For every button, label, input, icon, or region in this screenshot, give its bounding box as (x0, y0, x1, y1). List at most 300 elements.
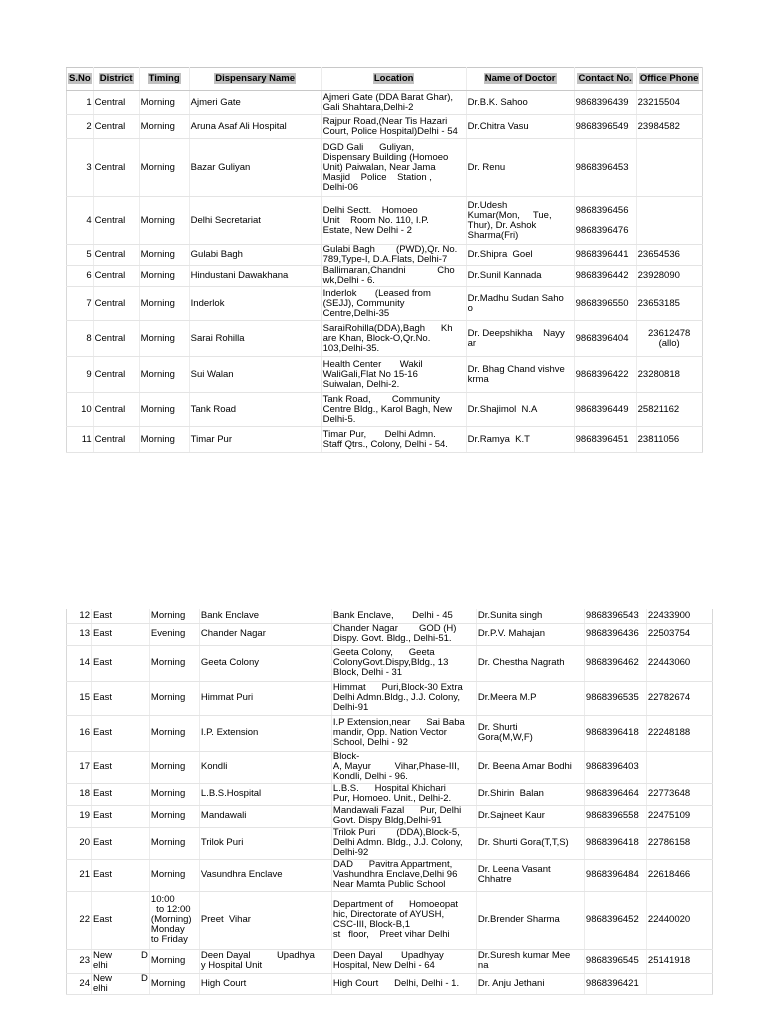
cell-location-line: Department of Homoeopat (332, 899, 459, 910)
cell-contact-line: 9868396418 (585, 837, 639, 848)
cell-sno (67, 623, 92, 645)
cell-district-line: Central (94, 368, 126, 380)
cell-district (93, 427, 139, 453)
cell-dispensary-name (199, 609, 331, 623)
table-row (67, 859, 713, 891)
cell-office-phone (636, 357, 702, 393)
cell-office-phone (646, 973, 712, 994)
cell-sno-line: 9 (86, 368, 92, 380)
cell-contact (584, 949, 646, 973)
cell-location-line: DGD Gali Guliyan, (322, 141, 414, 153)
cell-doctor (466, 197, 574, 245)
cell-sno (67, 891, 92, 949)
cell-district-line: Central (94, 332, 126, 344)
cell-district-line: East (93, 788, 113, 799)
cell-office-phone-line: 22443060 (647, 657, 691, 668)
cell-contact (574, 139, 636, 197)
cell-location-line: Hospital, New Delhi - 64 (332, 960, 435, 971)
cell-location-line: Masjid Police Station , (322, 171, 432, 183)
cell-timing-line: Morning (140, 214, 175, 226)
cell-office-phone-line: 25141918 (647, 955, 691, 966)
cell-location (321, 266, 466, 287)
cell-dispensary-name (189, 115, 321, 139)
table-row (67, 139, 703, 197)
cell-doctor-line: Dr. Beena Amar Bodhi (477, 761, 572, 772)
cell-sno-line: 24 (79, 977, 90, 989)
cell-district-line: Central (94, 297, 126, 309)
cell-sno (67, 357, 94, 393)
cell-timing-line: Morning (150, 761, 186, 772)
cell-district (93, 91, 139, 115)
cell-timing (139, 266, 189, 287)
cell-district-line: Central (94, 120, 126, 132)
cell-location (331, 645, 476, 681)
cell-doctor-line: Dr.B.K. Sahoo (467, 96, 528, 108)
cell-office-phone-line: 22503754 (647, 628, 691, 639)
cell-location-line: Block, Delhi - 31 (332, 667, 403, 678)
cell-district (93, 287, 139, 321)
cell-doctor (466, 115, 574, 139)
cell-location-line: Geeta Colony, Geeta (332, 647, 435, 658)
cell-dispensary-name (199, 859, 331, 891)
table-row (67, 645, 713, 681)
cell-timing (149, 609, 199, 623)
cell-district (93, 393, 139, 427)
cell-sno-line: 6 (86, 270, 92, 281)
cell-location-line: hic, Directorate of AYUSH, (332, 909, 445, 920)
cell-sno-line: 12 (79, 609, 90, 621)
cell-location (331, 609, 476, 623)
cell-timing (139, 245, 189, 266)
header-doctor: Name of Doctor (466, 68, 574, 91)
cell-location-line: Staff Qtrs., Colony, Delhi - 54. (322, 438, 448, 450)
cell-office-phone (646, 859, 712, 891)
cell-contact-line: 9868396418 (585, 727, 639, 738)
cell-district (92, 859, 150, 891)
cell-district-line: New D (93, 973, 148, 984)
cell-sno-line: 21 (79, 869, 90, 880)
cell-district-line: East (93, 761, 113, 772)
cell-sno-line: 8 (86, 332, 92, 344)
cell-doctor-line: Dr.Ramya K.T (467, 433, 530, 445)
cell-district-line: Central (94, 214, 126, 226)
cell-location (321, 245, 466, 266)
cell-location-line: Near Mamta Public School (332, 879, 446, 890)
cell-district (93, 197, 139, 245)
cell-office-phone (646, 949, 712, 973)
cell-office-phone (646, 623, 712, 645)
cell-contact-line: 9868396404 (575, 332, 629, 344)
cell-location (331, 891, 476, 949)
cell-sno-line: 3 (86, 161, 92, 173)
cell-doctor-line: Dr. Leena Vasant (477, 864, 551, 875)
cell-timing (149, 715, 199, 751)
cell-contact (574, 287, 636, 321)
cell-location-line: 789,Type-I, D.A.Flats, Delhi-7 (322, 254, 448, 265)
cell-doctor (466, 321, 574, 357)
cell-district-line: East (93, 914, 113, 925)
cell-district-line: elhi (93, 960, 108, 971)
cell-office-phone (646, 609, 712, 623)
cell-location-line: mandir, Opp. Nation Vector (332, 727, 447, 738)
cell-timing-line: Morning (140, 297, 175, 309)
cell-doctor-line: Dr. Chestha Nagrath (477, 657, 565, 668)
cell-location-line: Court, Police Hospital)Delhi - 54 (322, 125, 458, 137)
cell-doctor (466, 266, 574, 287)
cell-timing (149, 859, 199, 891)
cell-dispensary-name (189, 266, 321, 287)
cell-sno (67, 321, 94, 357)
dispensary-table-east (66, 609, 713, 995)
cell-contact (584, 859, 646, 891)
cell-doctor-line: Dr. Shurti Gora(T,T,S) (477, 837, 569, 848)
cell-office-phone-line: 22773648 (647, 788, 691, 799)
cell-location-line: Bank Enclave, Delhi - 45 (332, 609, 453, 621)
header-sno: S.No (67, 68, 94, 91)
cell-district-line: Central (94, 249, 126, 260)
cell-dispensary-name (189, 393, 321, 427)
cell-timing (139, 357, 189, 393)
cell-dispensary-name-line: Ajmeri Gate (190, 96, 241, 108)
cell-office-phone-line (638, 163, 701, 173)
dispensary-table-central (66, 67, 703, 453)
cell-office-phone-line: 25821162 (637, 403, 680, 415)
cell-location (331, 827, 476, 859)
cell-contact (584, 783, 646, 805)
cell-district (93, 245, 139, 266)
cell-location (321, 357, 466, 393)
cell-dispensary-name (189, 197, 321, 245)
cell-district-line: East (93, 657, 113, 668)
cell-location (321, 91, 466, 115)
cell-timing-line: Evening (150, 628, 186, 639)
cell-office-phone (646, 827, 712, 859)
cell-timing (149, 827, 199, 859)
cell-district (92, 949, 150, 973)
cell-dispensary-name-line: Sui Walan (190, 368, 234, 380)
cell-dispensary-name (199, 783, 331, 805)
cell-dispensary-name-line: Deen Dayal Upadhya (200, 950, 315, 961)
cell-district-line: East (93, 837, 113, 848)
cell-contact (584, 827, 646, 859)
cell-district-line: elhi (93, 982, 108, 994)
cell-district (92, 645, 150, 681)
cell-doctor (466, 245, 574, 266)
cell-timing-line: Morning (150, 837, 186, 848)
cell-doctor-line: Dr.Shajimol N.A (467, 403, 538, 415)
cell-dispensary-name-line: Timar Pur (190, 433, 232, 445)
cell-sno-line: 11 (81, 433, 92, 445)
cell-dispensary-name (199, 891, 331, 949)
cell-sno-line: 15 (79, 692, 90, 703)
cell-doctor-line: Dr. Shurti (477, 722, 518, 733)
cell-timing (139, 321, 189, 357)
table-row (67, 197, 703, 245)
cell-contact (584, 715, 646, 751)
cell-doctor (476, 645, 584, 681)
cell-sno (67, 287, 94, 321)
cell-office-phone-line (638, 216, 701, 226)
cell-dispensary-name (189, 321, 321, 357)
cell-dispensary-name (199, 973, 331, 994)
cell-timing-line: Morning (150, 788, 186, 799)
cell-dispensary-name (199, 681, 331, 715)
cell-contact-line: 9868396543 (585, 609, 639, 621)
cell-sno-line: 22 (79, 914, 90, 925)
cell-timing-line: Morning (140, 249, 175, 260)
table-row (67, 245, 703, 266)
cell-sno-line: 19 (79, 810, 90, 821)
cell-timing-line: Morning (150, 692, 186, 703)
cell-district-line: New D (93, 950, 148, 961)
cell-location-line: Delhi Sectt. Homoeo (322, 204, 418, 216)
cell-location (321, 321, 466, 357)
table-row (67, 287, 703, 321)
cell-district-line: East (93, 727, 113, 738)
cell-dispensary-name (199, 827, 331, 859)
cell-location-line: ColonyGovt.Dispy,Bldg., 13 (332, 657, 449, 668)
cell-contact-line: 9868396451 (575, 433, 629, 445)
cell-district (92, 623, 150, 645)
cell-location-line: Delhi-92 (332, 847, 369, 858)
cell-sno-line: 4 (86, 214, 92, 226)
cell-location (321, 115, 466, 139)
cell-sno-line: 7 (86, 297, 92, 309)
cell-doctor-line: Thur), Dr. Ashok (467, 219, 537, 231)
cell-location-line: Ballimaran,Chandni Cho (322, 265, 455, 276)
cell-office-phone (636, 393, 702, 427)
cell-doctor-line: krma (467, 373, 489, 385)
cell-sno-line: 5 (86, 249, 92, 260)
cell-dispensary-name (189, 287, 321, 321)
cell-office-phone (646, 783, 712, 805)
cell-doctor-line: Dr.Sunil Kannada (467, 270, 542, 281)
cell-contact-line: 9868396421 (585, 977, 639, 989)
cell-timing-line: Monday (150, 924, 185, 935)
cell-location-line: Gulabi Bagh (PWD),Qr. No. (322, 244, 458, 255)
cell-location-line: Dispensary Building (Homoeo (322, 151, 449, 163)
cell-doctor-line: Dr. Renu (467, 161, 506, 173)
cell-district-line: Central (94, 96, 126, 108)
cell-location-line: Govt. Dispy Bldg,Delhi-91 (332, 815, 442, 826)
cell-timing-line: (Morning) (150, 914, 192, 925)
cell-doctor (476, 751, 584, 783)
cell-contact (584, 623, 646, 645)
cell-district (93, 115, 139, 139)
cell-doctor (466, 287, 574, 321)
cell-location-line: Vashundhra Enclave,Delhi 96 (332, 869, 458, 880)
cell-location-line: st floor, Preet vihar Delhi (332, 929, 450, 940)
cell-district (93, 139, 139, 197)
cell-contact-line: 9868396462 (585, 657, 639, 668)
cell-contact (574, 393, 636, 427)
cell-timing (139, 115, 189, 139)
cell-sno (67, 805, 92, 827)
cell-location-line: Deen Dayal Upadhyay (332, 950, 444, 961)
cell-timing-line: Morning (140, 96, 175, 108)
cell-location (331, 783, 476, 805)
cell-office-phone (646, 715, 712, 751)
cell-dispensary-name-line: Sarai Rohilla (190, 332, 245, 344)
cell-location (331, 859, 476, 891)
cell-district (92, 891, 150, 949)
cell-contact (574, 197, 636, 245)
cell-location (321, 287, 466, 321)
cell-location-line: Inderlok (Leased from (322, 287, 431, 299)
cell-contact (584, 805, 646, 827)
cell-doctor-line: Dr.Meera M.P (477, 692, 537, 703)
cell-contact (574, 115, 636, 139)
cell-doctor-line: Dr. Bhag Chand vishve (467, 363, 565, 375)
cell-timing (139, 427, 189, 453)
cell-location-line: Pur, Homoeo. Unit., Delhi-2. (332, 793, 452, 804)
cell-location-line: are Khan, Block-O,Qr.No. (322, 332, 431, 344)
cell-dispensary-name (189, 245, 321, 266)
cell-location-line: Block- (332, 751, 360, 762)
cell-doctor (476, 973, 584, 994)
cell-district-line: East (93, 692, 113, 703)
cell-doctor (476, 681, 584, 715)
cell-sno (67, 751, 92, 783)
cell-location-line: Health Center Wakil (322, 358, 423, 370)
cell-timing (149, 623, 199, 645)
cell-contact (584, 609, 646, 623)
cell-location-line: wk,Delhi - 6. (322, 275, 375, 286)
cell-district-line: Central (94, 403, 126, 415)
cell-doctor-line: Chhatre (477, 874, 512, 885)
cell-timing-line: Morning (150, 657, 186, 668)
cell-doctor (466, 139, 574, 197)
cell-location (331, 715, 476, 751)
cell-timing (149, 681, 199, 715)
table-row (67, 751, 713, 783)
cell-timing (149, 783, 199, 805)
cell-district-line: East (93, 609, 113, 621)
cell-district-line: Central (94, 161, 126, 173)
cell-district-line: Central (94, 270, 126, 281)
cell-office-phone (646, 645, 712, 681)
header-timing: Timing (139, 68, 189, 91)
cell-office-phone-line: 23215504 (637, 96, 680, 108)
cell-location (331, 949, 476, 973)
cell-sno-line: 20 (79, 837, 90, 848)
cell-contact-line: 9868396436 (585, 628, 639, 639)
cell-contact (584, 751, 646, 783)
cell-office-phone-line: 23984582 (637, 120, 680, 132)
cell-contact (574, 266, 636, 287)
header-district: District (93, 68, 139, 91)
cell-doctor (466, 427, 574, 453)
cell-district (92, 827, 150, 859)
cell-dispensary-name-line: Himmat Puri (200, 692, 254, 703)
cell-contact (584, 645, 646, 681)
cell-office-phone (646, 805, 712, 827)
cell-location-line: Timar Pur, Delhi Admn. (322, 428, 436, 440)
cell-office-phone-line: 22440020 (647, 914, 691, 925)
cell-office-phone (636, 245, 702, 266)
cell-location-line: Ajmeri Gate (DDA Barat Ghar), (322, 91, 454, 103)
cell-contact-line: 9868396456 (575, 204, 629, 216)
cell-district (92, 609, 150, 623)
cell-dispensary-name (199, 949, 331, 973)
cell-contact (584, 891, 646, 949)
cell-doctor (476, 827, 584, 859)
table-row (67, 623, 713, 645)
cell-district-line: East (93, 628, 113, 639)
cell-district (93, 321, 139, 357)
cell-sno (67, 859, 92, 891)
cell-dispensary-name-line: High Court (200, 977, 247, 989)
cell-timing-line: Morning (150, 955, 186, 966)
table-row (67, 321, 703, 357)
cell-sno (67, 197, 94, 245)
cell-district (92, 973, 150, 994)
cell-contact (574, 427, 636, 453)
cell-doctor (476, 623, 584, 645)
cell-location-line: Estate, New Delhi - 2 (322, 224, 412, 236)
cell-contact-line: 9868396558 (585, 810, 639, 821)
cell-timing (139, 91, 189, 115)
cell-contact-line: 9868396484 (585, 869, 639, 880)
cell-dispensary-name (199, 715, 331, 751)
cell-district-line: Central (94, 433, 126, 445)
cell-doctor-line: Dr.Brender Sharma (477, 914, 560, 925)
cell-location-line: I.P Extension,near Sai Baba (332, 717, 465, 728)
header-contact: Contact No. (574, 68, 636, 91)
cell-contact (574, 245, 636, 266)
cell-contact (574, 357, 636, 393)
table-row (67, 681, 713, 715)
cell-timing-line: Morning (150, 810, 186, 821)
cell-dispensary-name (189, 91, 321, 115)
cell-dispensary-name-line: Delhi Secretariat (190, 214, 261, 226)
cell-sno (67, 681, 92, 715)
cell-doctor-line: Dr. Anju Jethani (477, 977, 545, 989)
cell-timing (139, 197, 189, 245)
cell-sno (67, 245, 94, 266)
cell-location (321, 393, 466, 427)
cell-doctor-line: Dr.Chitra Vasu (467, 120, 529, 132)
cell-location (321, 427, 466, 453)
cell-doctor-line: Dr. Deepshikha Nayy (467, 327, 565, 339)
table-row (67, 357, 703, 393)
header-office-phone: Office Phone (636, 68, 702, 91)
cell-location-line: SaraiRohilla(DDA),Bagh Kh (322, 322, 453, 334)
cell-district-line: East (93, 869, 113, 880)
cell-sno-line: 16 (79, 727, 90, 738)
cell-location (331, 681, 476, 715)
cell-location (321, 139, 466, 197)
cell-timing-line: Morning (150, 977, 186, 989)
cell-location-line: Mandawali Fazal Pur, Delhi (332, 805, 462, 816)
cell-contact-line: 9868396535 (585, 692, 639, 703)
cell-sno (67, 715, 92, 751)
cell-timing-line: Morning (140, 403, 175, 415)
cell-district (92, 783, 150, 805)
cell-location-line: Unit Room No. 110, I.P. (322, 214, 429, 226)
header-dispensary-name: Dispensary Name (189, 68, 321, 91)
cell-timing-line: to 12:00 (150, 904, 191, 915)
cell-sno-line: 2 (86, 120, 92, 132)
cell-doctor (476, 891, 584, 949)
cell-timing (149, 973, 199, 994)
cell-dispensary-name-line: Bank Enclave (200, 609, 259, 621)
cell-dispensary-name-line: y Hospital Unit (200, 960, 263, 971)
cell-office-phone (636, 321, 702, 357)
cell-contact-line: 9868396549 (575, 120, 629, 132)
cell-contact-line (576, 216, 635, 226)
cell-doctor-line: Kumar(Mon, Tue, (467, 209, 552, 221)
